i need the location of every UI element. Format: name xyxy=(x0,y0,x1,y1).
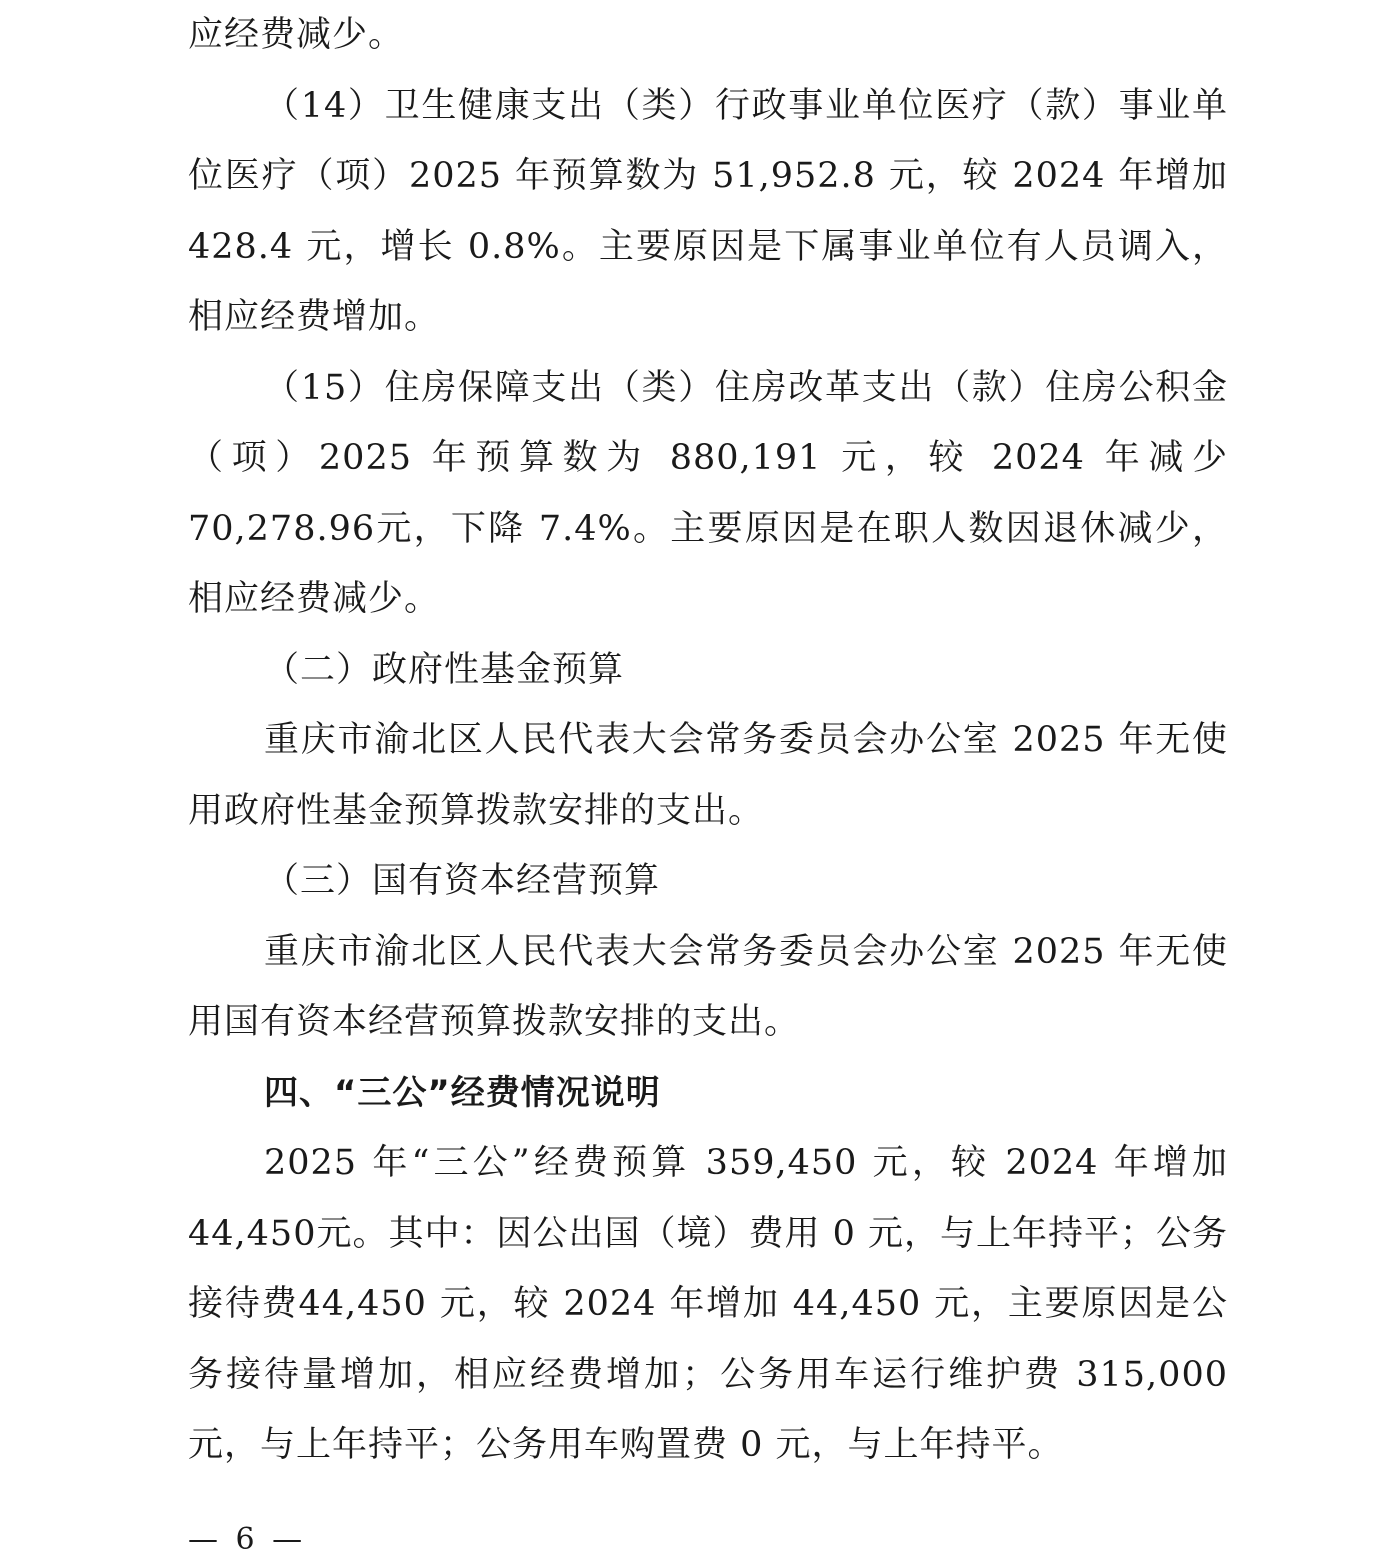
paragraph-housing-expenditure: （15）住房保障支出（类）住房改革支出（款）住房公积金（项）2025 年预算数为 880,191 元，较 2024 年减少 70,278.96元，下降 7.4%。主要原因是在职人数因退休减少，相应经费减少。 xyxy=(188,367,1228,619)
paragraph-health-expenditure: （14）卫生健康支出（类）行政事业单位医疗（款）事业单位医疗（项）2025 年预算数为 51,952.8 元，较 2024 年增加428.4 元，增长 0.8%。主要原因是下属事业单位有人员调入，相应经费增加。 xyxy=(188,85,1228,337)
paragraph-continued: 应经费减少。 xyxy=(188,15,405,55)
paragraph-three-public-expenses: 2025 年“三公”经费预算 359,450 元，较 2024 年增加 44,450元。其中：因公出国（境）费用 0 元，与上年持平；公务接待费44,450 元，较 2024 年增加 44,450 元，主要原因是公务接待量增加，相应经费增加；公务用车运行维护费 315,000 元，与上年持平；公务用车购置费 0 元，与上年持平。 xyxy=(188,1143,1228,1465)
section-heading-government-fund-budget: （二）政府性基金预算 xyxy=(264,649,625,690)
paragraph-government-fund-budget: 重庆市渝北区人民代表大会常务委员会办公室 2025 年无使用政府性基金预算拨款安排的支出。 xyxy=(188,720,1228,831)
document-body xyxy=(188,0,1228,1481)
page-number: — 6 — xyxy=(188,1522,307,1557)
paragraph-state-capital-budget: 重庆市渝北区人民代表大会常务委员会办公室 2025 年无使用国有资本经营预算拨款安排的支出。 xyxy=(188,931,1228,1042)
section-heading-three-public-expenses: 四、“三公”经费情况说明 xyxy=(264,1072,661,1113)
section-heading-state-capital-budget: （三）国有资本经营预算 xyxy=(264,861,661,901)
